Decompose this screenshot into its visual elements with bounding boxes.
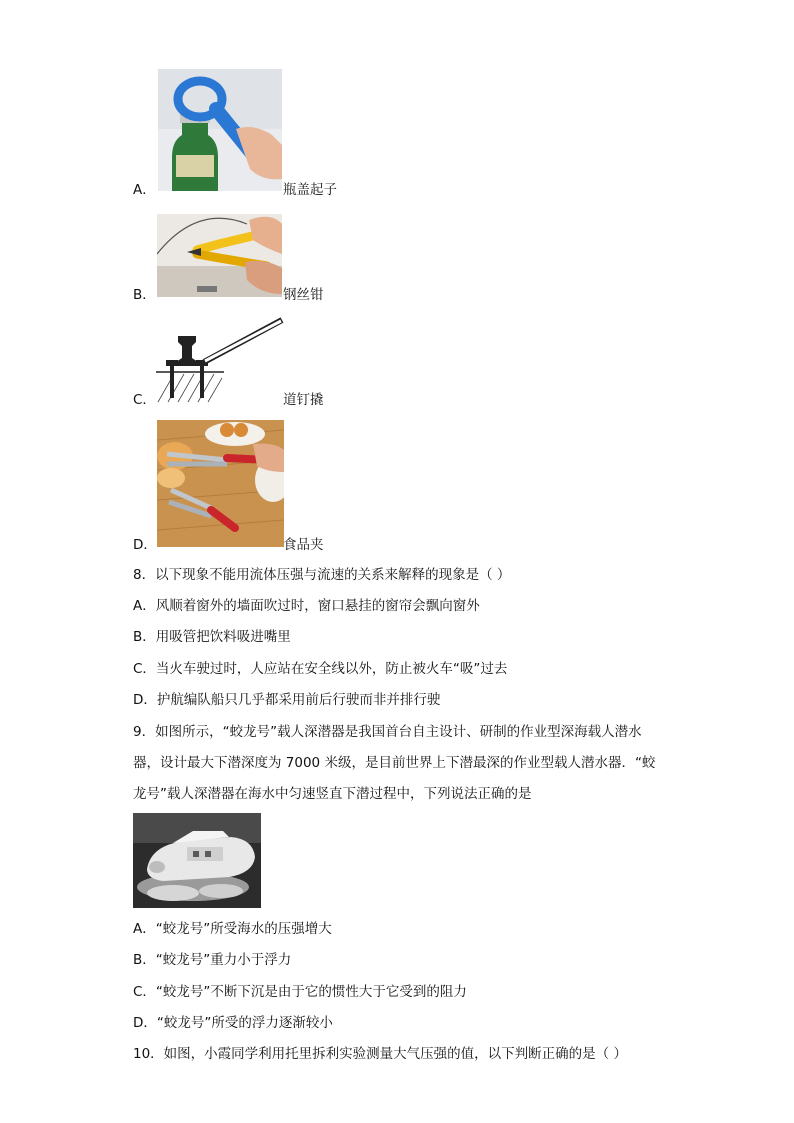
q9-option-b: B．“蛟龙号”重力小于浮力 [133,952,292,968]
q7-option-c-letter: C． [133,392,156,408]
q7-option-d-caption: 食品夹 [283,537,324,553]
q7-option-d-letter: D． [133,537,157,553]
q7-option-b-letter: B． [133,287,156,303]
bottle-opener-photo [158,69,282,191]
food-tongs-photo [157,420,284,547]
q9-stem-line-3: 龙号”载人深潜器在海水中匀速竖直下潜过程中，下列说法正确的是 [133,786,532,802]
q9-stem-line-2: 器，设计最大下潜深度为 7000 米级，是目前世界上下潜最深的作业型载人潜水器．“蛟 [133,755,656,771]
q8-option-c: C．当火车驶过时，人应站在安全线以外，防止被火车“吸”过去 [133,661,508,677]
q8-option-b: B．用吸管把饮料吸进嘴里 [133,629,291,645]
q8-option-a: A．风顺着窗外的墙面吹过时，窗口悬挂的窗帘会飘向窗外 [133,598,480,614]
q9-option-d: D．“蛟龙号”所受的浮力逐渐较小 [133,1015,333,1031]
q10-stem: 10．如图，小霞同学利用托里拆利实验测量大气压强的值，以下判断正确的是（ ） [133,1046,627,1062]
wire-pliers-photo [157,214,282,297]
q9-option-c: C．“蛟龙号”不断下沉是由于它的惯性大于它受到的阻力 [133,984,467,1000]
q8-stem: 8．以下现象不能用流体压强与流速的关系来解释的现象是（ ） [133,567,511,583]
submersible-photo [133,813,261,908]
q7-option-c-caption: 道钉撬 [283,392,324,408]
q8-option-d: D．护航编队船只几乎都采用前后行驶而非并排行驶 [133,692,441,708]
q7-option-b-caption: 钢丝钳 [283,287,324,303]
q9-stem-line-1: 9．如图所示，“蛟龙号”载人深潜器是我国首台自主设计、研制的作业型深海载人潜水 [133,724,642,740]
spike-pry-bar-diagram [154,316,286,404]
q7-option-a-caption: 瓶盖起子 [283,182,337,198]
q7-option-a-letter: A． [133,182,156,198]
q9-option-a: A．“蛟龙号”所受海水的压强增大 [133,921,332,937]
